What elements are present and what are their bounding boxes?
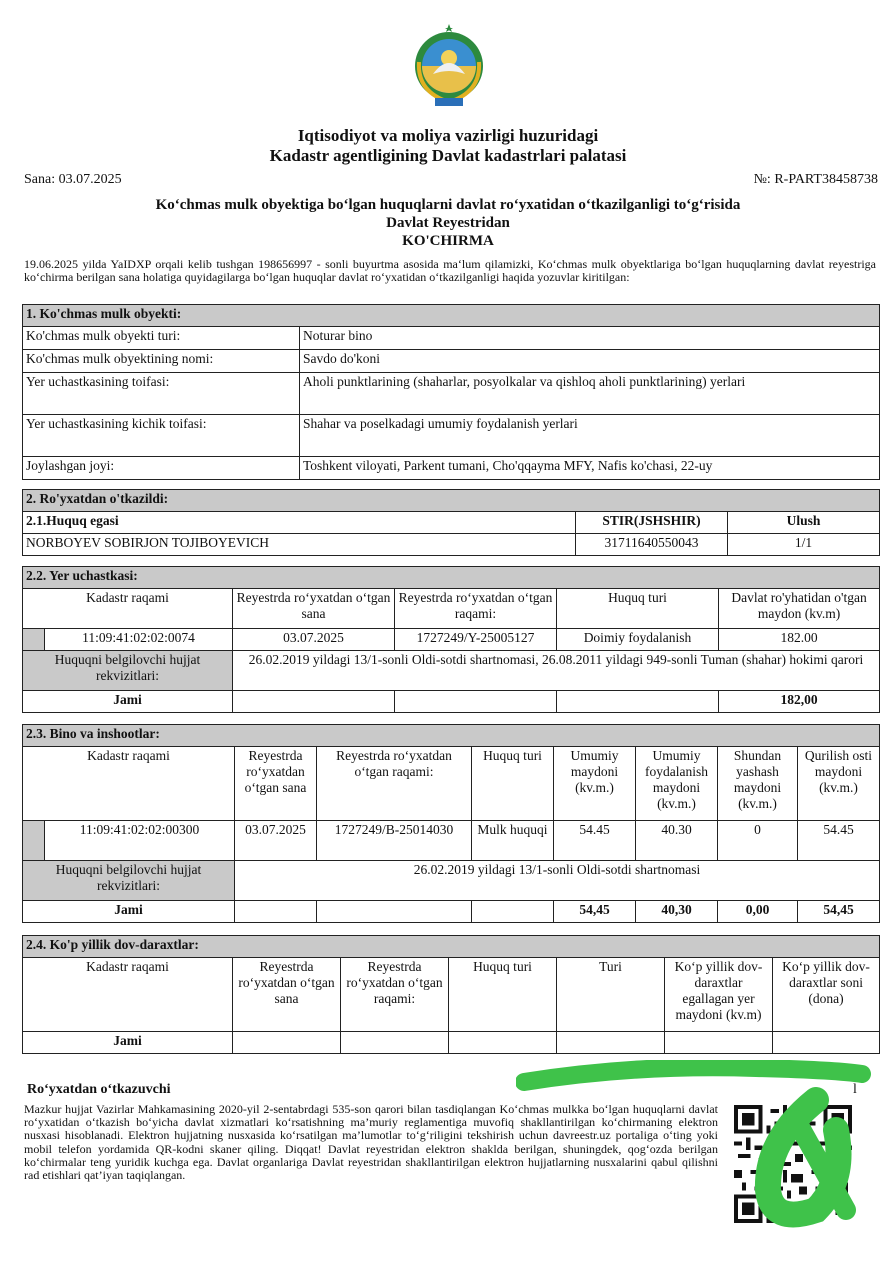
land-total-empty	[233, 691, 395, 713]
object-name-value: Savdo do'koni	[300, 350, 880, 373]
state-emblem-icon	[413, 22, 485, 112]
tree-h-date: Reyestrda ro‘yxatdan o‘tgan sana	[233, 958, 341, 1032]
tree-total-empty	[449, 1032, 557, 1054]
bld-h-footprint: Qurilish osti maydoni (kv.m.)	[798, 747, 880, 821]
bld-h-common-area: Umumiy foydalanish maydoni (kv.m.)	[636, 747, 718, 821]
section-land-plot	[22, 566, 880, 713]
land-doc-label: Huquqni belgilovchi hujjat rekvizitlari:	[23, 651, 233, 691]
tree-h-count: Ko‘p yillik dov-daraxtlar soni (dona)	[773, 958, 880, 1032]
tree-h-cadastre: Kadastr raqami	[23, 958, 233, 1032]
location-label: Joylashgan joyi:	[23, 457, 300, 480]
bld-right: Mulk huquqi	[472, 821, 554, 861]
bld-h-date: Reyestrda ro‘yxatdan o‘tgan sana	[235, 747, 317, 821]
bld-h-cadastre: Kadastr raqami	[23, 747, 235, 821]
section-perennial-trees	[22, 935, 880, 1054]
title-line3: KO'CHIRMA	[402, 233, 494, 249]
section-registered	[22, 489, 880, 556]
land-total-empty	[395, 691, 557, 713]
agency-name-line1: Iqtisodiyot va moliya vazirligi huzuridagi	[297, 126, 599, 145]
land-category-value: Aholi punktlarining (shaharlar, posyolkalar va qishloq aholi punktlarining) yerlari	[300, 373, 880, 415]
tree-total-label: Jami	[23, 1032, 233, 1054]
tree-h-number: Reyestrda ro‘yxatdan o‘tgan raqami:	[341, 958, 449, 1032]
object-type-label: Ko'chmas mulk obyekti turi:	[23, 327, 300, 350]
bld-common-area: 40.30	[636, 821, 718, 861]
bld-total-empty	[235, 901, 317, 923]
bld-h-total-area: Umumiy maydoni (kv.m.)	[554, 747, 636, 821]
land-subcategory-label: Yer uchastkasining kichik toifasi:	[23, 415, 300, 457]
tree-total-empty	[773, 1032, 880, 1054]
land-h-number: Reyestrda ro‘yxatdan o‘tgan raqami:	[395, 589, 557, 629]
owner-share: 1/1	[728, 534, 880, 556]
title-line1: Ko‘chmas mulk obyektiga bo‘lgan huquqlarni davlat ro‘yxatidan o‘tkazilganligi to‘g‘risida	[155, 197, 741, 213]
owner-header: 2.1.Huquq egasi	[23, 512, 576, 534]
bld-footprint: 54.45	[798, 821, 880, 861]
object-type-value: Noturar bino	[300, 327, 880, 350]
land-cadastre: 11:09:41:02:02:0074	[45, 629, 233, 651]
legal-notice: Mazkur hujjat Vazirlar Mahkamasining 2020-yil 2-sentabrdagi 535-son qarori bilan tasdiqlangan Ko‘chmas mulkka bo‘lgan huquqlarni davlat ro‘yxatidan o‘tkazish bo‘yicha davlat xizmatlari ko‘rsatishning ma’muriy reglamentiga muvofiq shakllantirilgan ko‘chirmaning elektron nusxasi hisoblanadi. Elektron hujjatning nusxasida ko‘rsatilgan ma’lumotlar to‘g‘riligini tekshirish uchun davreestr.uz portaliga o‘ting yoki mobil telefon yordamida QR-kodni skaner qiling. Diqqat! Davlat reyestridan elektron shaklda berilgan, shuningdek, qog‘ozda berilgan ko‘chirmalar teng yuridik kuchga ega. Davlat organlariga Davlat reyestridan shakllantirilgan elektron hujjatlarning nusxalarini qabul qilishni rad etishlari qat’iyan taqiqlangan.	[24, 1102, 718, 1183]
land-area: 182.00	[719, 629, 880, 651]
section22-title: 2.2. Yer uchastkasi:	[23, 567, 880, 589]
land-doc-value: 26.02.2019 yildagi 13/1-sonli Oldi-sotdi shartnomasi, 26.08.2011 yildagi 949-sonli Tuman (shahar) hokimi qarori	[233, 651, 880, 691]
section1-title: 1. Ko'chmas mulk obyekti:	[23, 305, 880, 327]
stir-header: STIR(JSHSHIR)	[576, 512, 728, 534]
land-h-right: Huquq turi	[557, 589, 719, 629]
land-total-empty	[557, 691, 719, 713]
land-category-label: Yer uchastkasining toifasi:	[23, 373, 300, 415]
tree-total-empty	[665, 1032, 773, 1054]
tree-total-empty	[557, 1032, 665, 1054]
bld-doc-label: Huquqni belgilovchi hujjat rekvizitlari:	[23, 861, 235, 901]
land-subcategory-value: Shahar va poselkadagi umumiy foydalanish yerlari	[300, 415, 880, 457]
bld-total-empty	[472, 901, 554, 923]
section-property-object	[22, 304, 880, 480]
share-header: Ulush	[728, 512, 880, 534]
bld-total-area-sum: 54,45	[554, 901, 636, 923]
land-number: 1727249/Y-25005127	[395, 629, 557, 651]
bld-total-area: 54.45	[554, 821, 636, 861]
owner-name: NORBOYEV SOBIRJON TOJIBOYEVICH	[23, 534, 576, 556]
bld-row-marker	[23, 821, 45, 861]
section23-title: 2.3. Bino va inshootlar:	[23, 725, 880, 747]
bld-total-empty	[317, 901, 472, 923]
bld-h-number: Reyestrda ro‘yxatdan o‘tgan raqami:	[317, 747, 472, 821]
bld-living-area-sum: 0,00	[718, 901, 798, 923]
agency-name-line2: Kadastr agentligining Davlat kadastrlari palatasi	[269, 146, 627, 165]
owner-stir: 31711640550043	[576, 534, 728, 556]
bld-total-label: Jami	[23, 901, 235, 923]
registrar-side-text: l	[853, 1082, 857, 1097]
bld-cadastre: 11:09:41:02:02:00300	[45, 821, 235, 861]
land-total-value: 182,00	[719, 691, 880, 713]
title-line2: Davlat Reyestridan	[386, 215, 510, 231]
land-h-cadastre: Kadastr raqami	[23, 589, 233, 629]
location-value: Toshkent viloyati, Parkent tumani, Cho'qqayma MFY, Nafis ko'chasi, 22-uy	[300, 457, 880, 480]
bld-common-area-sum: 40,30	[636, 901, 718, 923]
land-total-label: Jami	[23, 691, 233, 713]
tree-h-right: Huquq turi	[449, 958, 557, 1032]
tree-h-area: Ko‘p yillik dov-daraxtlar egallagan yer maydoni (kv.m)	[665, 958, 773, 1032]
bld-date: 03.07.2025	[235, 821, 317, 861]
registrar-title: Ro‘yxatdan o‘tkazuvchi	[27, 1082, 171, 1097]
section-buildings	[22, 724, 880, 923]
bld-footprint-sum: 54,45	[798, 901, 880, 923]
bld-h-right: Huquq turi	[472, 747, 554, 821]
intro-text: 19.06.2025 yilda YaIDXP orqali kelib tushgan 198656997 - sonli buyurtma asosida ma‘lum qilamizki, Ko‘chmas mulk obyektlariga bo‘lgan huquqlarning davlat reyestriga ko‘chirma berilgan sana holatiga quyidagilarga bo‘lgan huquqlar davlat ro‘yxatidan o‘tkazilganligi haqida yozuvlar kiritilgan:	[24, 257, 876, 284]
tree-total-empty	[233, 1032, 341, 1054]
bld-number: 1727249/B-25014030	[317, 821, 472, 861]
land-h-date: Reyestrda ro‘yxatdan o‘tgan sana	[233, 589, 395, 629]
land-row-marker	[23, 629, 45, 651]
tree-total-empty	[341, 1032, 449, 1054]
marker-scribble	[516, 1060, 872, 1240]
land-h-area: Davlat ro'yhatidan o'tgan maydon (kv.m)	[719, 589, 880, 629]
land-date: 03.07.2025	[233, 629, 395, 651]
section24-title: 2.4. Ko'p yillik dov-daraxtlar:	[23, 936, 880, 958]
document-number: №: R-PART38458738	[753, 172, 878, 187]
bld-doc-value: 26.02.2019 yildagi 13/1-sonli Oldi-sotdi shartnomasi	[235, 861, 880, 901]
bld-living-area: 0	[718, 821, 798, 861]
section2-title: 2. Ro'yxatdan o'tkazildi:	[23, 490, 880, 512]
tree-h-type: Turi	[557, 958, 665, 1032]
document-date: Sana: 03.07.2025	[24, 172, 122, 187]
object-name-label: Ko'chmas mulk obyektining nomi:	[23, 350, 300, 373]
bld-h-living-area: Shundan yashash maydoni (kv.m.)	[718, 747, 798, 821]
land-right: Doimiy foydalanish	[557, 629, 719, 651]
